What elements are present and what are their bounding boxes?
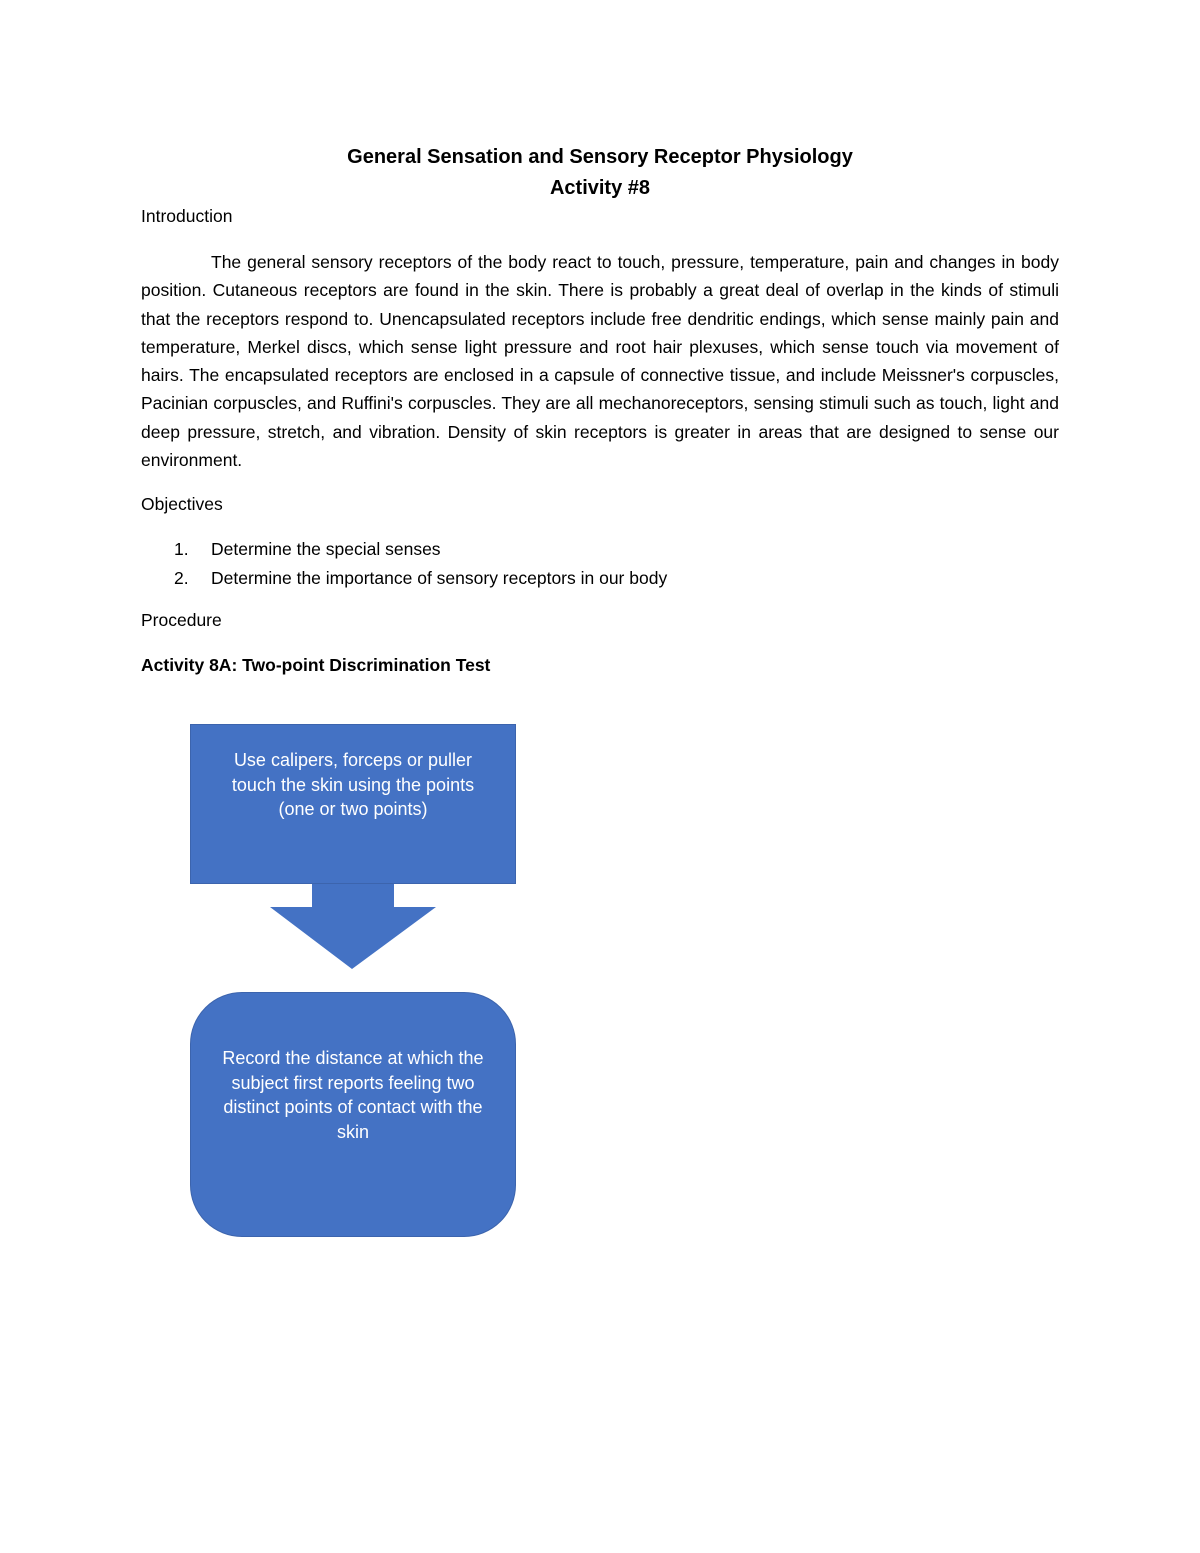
list-item-text: Determine the special senses [211, 539, 441, 559]
list-item-text: Determine the importance of sensory receptors in our body [211, 567, 668, 588]
objectives-heading: Objectives [141, 494, 223, 514]
list-item-number: 1. [174, 539, 189, 559]
activity-heading: Activity 8A: Two-point Discrimination Test [141, 655, 491, 675]
document-title: General Sensation and Sensory Receptor Physiology [347, 146, 853, 168]
flowchart-step-2: Record the distance at which the subject first reports feeling two distinct points of contact with the skin [190, 992, 516, 1237]
introduction-paragraph: The general sensory receptors of the body react to touch, pressure, temperature, pain and changes in body position. Cutaneous receptors are found in the skin. There is probably a great deal of overlap in the kinds of stimuli that the receptors respond to. Unencapsulated receptors include free dendritic endings, which sense mainly pain and temperature, Merkel discs, which sense light pressure and root hair plexuses, which sense touch via movement of hairs. The encapsulated receptors are enclosed in a capsule of connective tissue, and include Meissner's corpuscles, Pacinian corpuscles, and Ruffini's corpuscles. They are all mechanoreceptors, sensing stimuli such as touch, light and deep pressure, stretch, and vibration. Density of skin receptors is greater in areas that are designed to sense our environment. [141, 252, 1059, 471]
flowchart-step-1: Use calipers, forceps or puller touch the skin using the points (one or two points) [190, 724, 516, 884]
arrow-shape [270, 884, 436, 969]
procedure-heading: Procedure [141, 610, 222, 630]
list-item-number: 2. [174, 567, 189, 588]
introduction-heading: Introduction [141, 206, 233, 226]
document-subtitle: Activity #8 [549, 177, 651, 199]
